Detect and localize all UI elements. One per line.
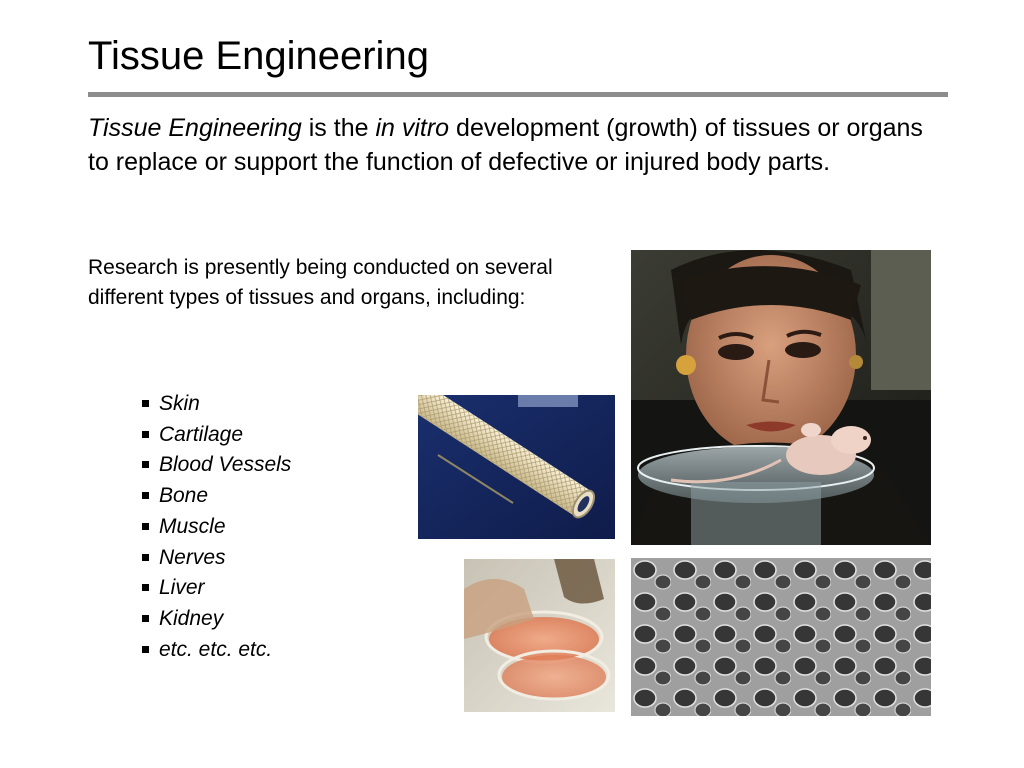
bullet-square-icon (142, 584, 149, 591)
definition-term: Tissue Engineering (88, 114, 302, 142)
tissue-label: Cartilage (159, 422, 244, 446)
tissue-list-item (140, 420, 291, 451)
tissue-label: Nerves (159, 545, 226, 569)
tissue-list-item (140, 604, 291, 635)
bullet-square-icon (142, 400, 149, 407)
bullet-square-icon (142, 646, 149, 653)
tissue-list (140, 389, 291, 665)
tissue-label: Bone (159, 484, 209, 508)
tissue-list-item (140, 635, 291, 666)
bullet-square-icon (142, 492, 149, 499)
definition-text-1: is the (301, 114, 376, 142)
research-paragraph: Research is presently being conducted on several different types of tissues and organs, including: (88, 256, 553, 309)
tissue-list-item (140, 512, 291, 543)
tissue-list-item (140, 543, 291, 574)
slide-title: Tissue Engineering (88, 34, 429, 78)
petri-dish-culture-photo (464, 559, 615, 712)
title-divider (88, 92, 948, 97)
tissue-list-item (140, 450, 291, 481)
tissue-label: etc. etc. etc. (159, 637, 273, 661)
tissue-label: Muscle (159, 514, 226, 538)
bullet-square-icon (142, 523, 149, 530)
researcher-with-mouse-photo (631, 250, 931, 545)
tissue-label: Blood Vessels (159, 453, 292, 477)
bullet-square-icon (142, 554, 149, 561)
definition-paragraph (88, 111, 938, 179)
tissue-list-item (140, 481, 291, 512)
tissue-list-item (140, 573, 291, 604)
bullet-square-icon (142, 461, 149, 468)
tissue-label: Kidney (159, 606, 224, 630)
bullet-square-icon (142, 431, 149, 438)
bullet-square-icon (142, 615, 149, 622)
porous-scaffold-micrograph (631, 558, 931, 716)
vascular-graft-photo (418, 395, 615, 539)
definition-text-2: development (growth) of tissues or organs to replace or support the function of defective or injured body parts. (88, 114, 923, 176)
tissue-label: Liver (159, 576, 205, 600)
definition-term-in-vitro: in vitro (375, 114, 450, 142)
tissue-list-item (140, 389, 291, 420)
tissue-label: Skin (159, 392, 200, 415)
